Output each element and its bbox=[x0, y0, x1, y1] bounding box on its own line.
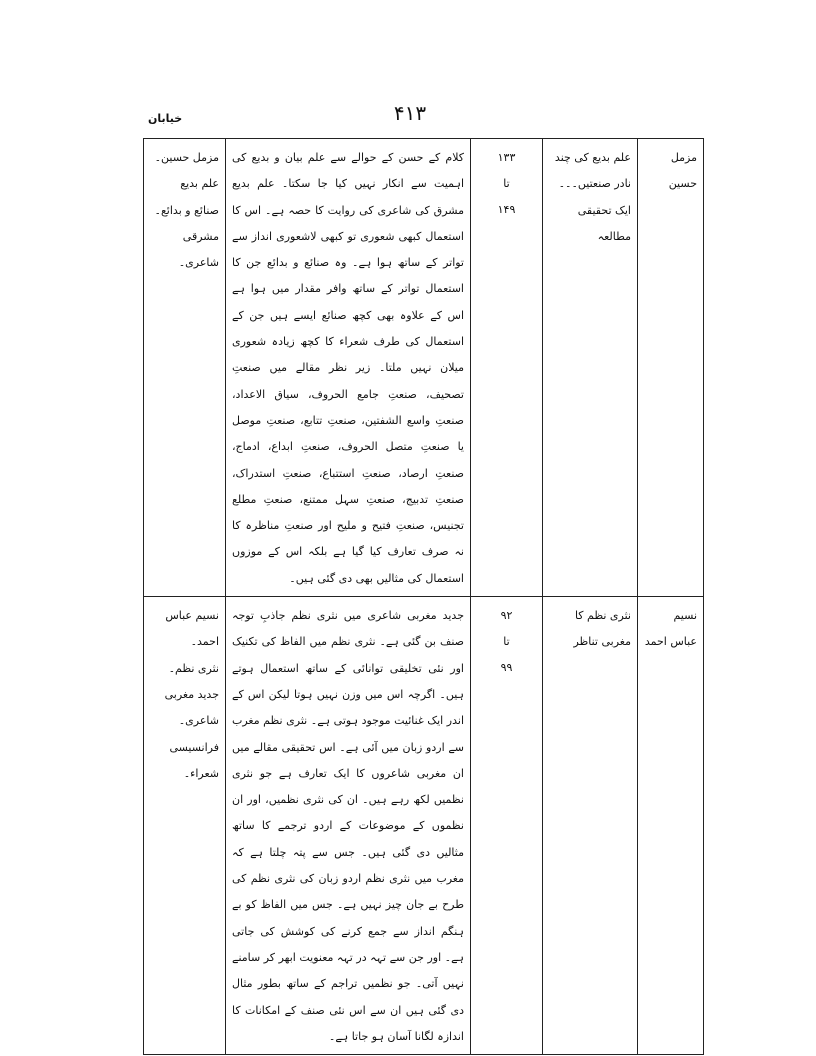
keyword: علم بدیع bbox=[180, 177, 219, 191]
author-name: نسیم عباس احمد bbox=[644, 609, 697, 649]
keyword: نسیم عباس احمد۔ bbox=[165, 609, 219, 649]
pages-cell bbox=[471, 139, 543, 597]
keyword: صنائع و بدائع۔ bbox=[154, 203, 219, 217]
abstract-text: کلام کے حسن کے حوالے سے علم بیان و بدیع کی اہمیت سے انکار نہیں کیا جا سکتا۔ علم بدیع مشرق کی شاعری کی روایت کا حصہ ہے۔ اس کا استعمال کبھی شعوری تو کبھی لاشعوری انداز سے تواتر کے ساتھ ہوا ہے۔ وہ صنائع و بدائع جن کا استعمال تواتر کے ساتھ وافر مقدار میں ہوا ہے اس کے علاوہ بھی کچھ صنائع ایسے ہیں جن کے استعمال کی طرف شعراء کا کچھ زیادہ شعوری میلان نہیں ملتا۔ زیر نظر مقالے میں صنعتِ تصحیف، صنعتِ جامع الحروف، سیاق الاعداد، صنعتِ واسع الشفتین، صنعتِ تتابع، صنعتِ موصل یا صنعتِ متصل الحروف، صنعتِ ابداع، ادماج، صنعتِ ارصاد، صنعتِ استتباع، صنعتِ استدراک، صنعتِ تدبیج، صنعتِ سہل ممتنع، صنعتِ مطلع تجنیس، صنعتِ فتیح و ملیح اور صنعتِ مناظرہ کا نہ صرف تعارف کیا گیا ہے بلکہ اس کے موزوں استعمال کی مثالیں بھی دی گئی ہیں۔ bbox=[232, 151, 464, 585]
author-cell bbox=[638, 139, 704, 597]
article-title: علم بدیع کی چند نادر صنعتیں۔۔۔ایک تحقیقی مطالعہ bbox=[554, 151, 631, 243]
page-from: ۱۳۳ bbox=[497, 151, 516, 164]
keyword: مشرقی شاعری۔ bbox=[178, 229, 219, 270]
summary-cell bbox=[226, 139, 471, 597]
author-cell bbox=[638, 597, 704, 1055]
abstract-text: جدید مغربی شاعری میں نثری نظم جاذبِ توجہ صنف بن گئی ہے۔ نثری نظم میں الفاظ کی تکنیک اور نئی تخلیقی توانائی کے ساتھ استعمال ہوتے ہیں۔ اگرچہ اس میں وزن نہیں ہوتا لیکن اس کے اندر ایک غنائیت موجود ہوتی ہے۔ نثری نظم مغرب سے اردو زبان میں آئی ہے۔ اس تحقیقی مقالے میں ان مغربی شاعروں کا ایک تعارف ہے جو نثری نظمیں لکھ رہے ہیں۔ ان کی نثری نظمیں، اور ان نظموں کے موضوعات کے اردو ترجمے کا ساتھ مثالیں دی گئی ہیں۔ جس سے پتہ چلتا ہے کہ مغرب میں نثری نظم اردو زبان کی نثری نظم کی طرح بے جان چیز نہیں ہے۔ جس میں الفاظ کو بے ہنگم انداز سے جمع کرنے کی کوشش کی جاتی ہے۔ اور جن سے تہہ در تہہ معنویت ابھر کر سامنے نہیں آتی۔ جو نظمیں تراجم کے ساتھ بطور مثال دی گئی ہیں ان سے اس نئی صنف کے امکانات کا اندازہ لگانا آسان ہو جاتا ہے۔ bbox=[232, 609, 464, 1043]
page-to-label: تا bbox=[503, 635, 510, 649]
page-number: ۴۱۳ bbox=[393, 101, 427, 125]
pages-cell bbox=[471, 597, 543, 1055]
page-to: ۹۹ bbox=[500, 661, 513, 675]
keyword: نثری نظم۔ bbox=[168, 661, 219, 675]
keyword: شاعری۔ bbox=[178, 714, 219, 728]
page-to-label: تا bbox=[503, 177, 510, 190]
table-row bbox=[144, 597, 704, 1055]
keywords-cell bbox=[144, 139, 226, 597]
summary-cell bbox=[226, 597, 471, 1055]
page-to: ۱۴۹ bbox=[497, 203, 516, 216]
keywords-cell bbox=[144, 597, 226, 1055]
table-row bbox=[144, 139, 704, 597]
article-title: نثری نظم کا مغربی تناظر bbox=[573, 609, 631, 649]
index-table bbox=[143, 138, 704, 1055]
keyword: جدید مغربی bbox=[164, 687, 219, 701]
title-cell bbox=[543, 139, 638, 597]
keyword: فرانسیسی شعراء۔ bbox=[169, 740, 219, 780]
keyword: مزمل حسین۔ bbox=[154, 151, 219, 164]
journal-name: خیابان bbox=[148, 112, 183, 125]
page-from: ۹۲ bbox=[500, 609, 513, 623]
title-cell bbox=[543, 597, 638, 1055]
author-name: مزمل حسین bbox=[668, 151, 697, 191]
